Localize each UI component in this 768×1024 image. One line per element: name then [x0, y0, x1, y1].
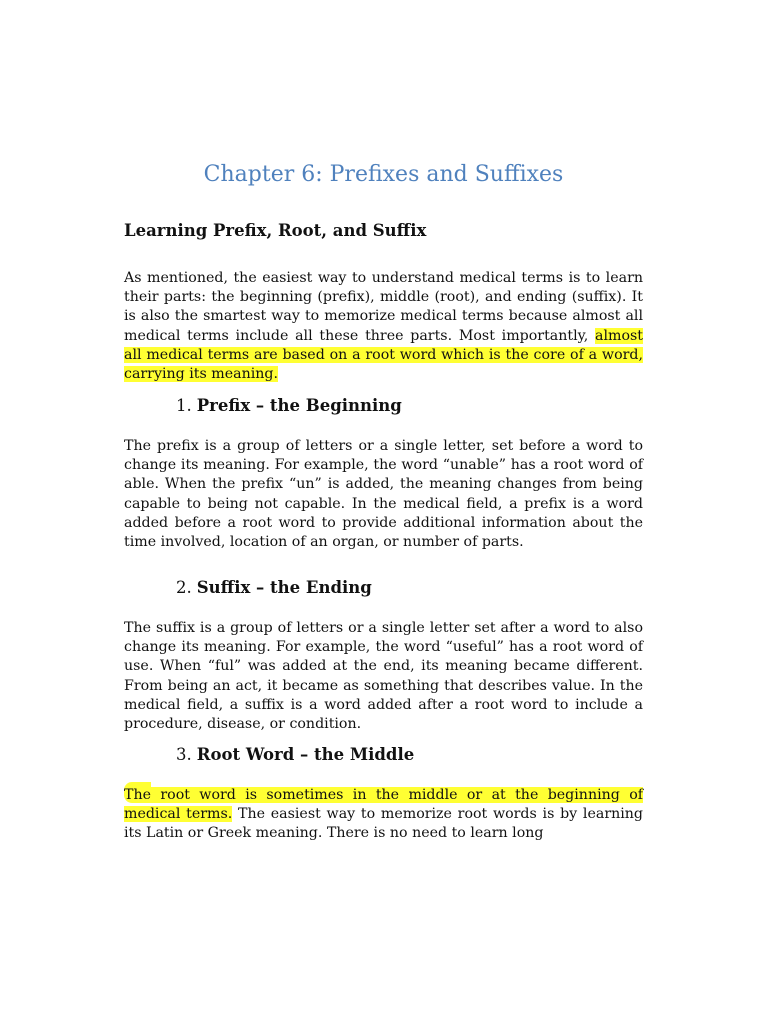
- item-label: Suffix – the Ending: [196, 578, 372, 597]
- intro-paragraph: [124, 269, 643, 384]
- root-plain-text: The easiest way to memorize root words is by learning its Latin or Greek meaning. There is no need to learn long: [124, 806, 644, 842]
- item-heading-suffix: [176, 578, 372, 597]
- suffix-paragraph: The suffix is a group of letters or a single letter set after a word to also change its meaning. For example, the word “useful” has a root word of use. When “ful” was added at the end, its meaning became different. From being an act, it became as something that describes value. In the medical field, a suffix is a word added after a root word to include a procedure, disease, or condition.: [124, 620, 643, 733]
- root-word-paragraph: [124, 786, 643, 844]
- item-heading-prefix: [176, 396, 402, 415]
- chapter-title: Chapter 6: Prefixes and Suffixes: [203, 162, 564, 187]
- item-number: 1.: [176, 396, 192, 415]
- intro-text: As mentioned, the easiest way to understand medical terms is to learn their parts: the beginning (prefix), middle (root), and ending (suffix). It is also the smartest way to memorize medical terms because almost all medical terms include all these three parts. Most importantly,: [124, 270, 643, 344]
- prefix-paragraph: The prefix is a group of letters or a single letter, set before a word to change its meaning. For example, the word “unable” has a root word of able. When the prefix “un” is added, the meaning changes from being capable to being not capable. In the medical field, a prefix is a word added before a root word to provide additional information about the time involved, location of an organ, or number of parts.: [124, 438, 643, 551]
- item-heading-root-word: [176, 745, 414, 764]
- intro-highlighted-text: almost all medical terms are based on a root word which is the core of a word, carrying its meaning.: [124, 327, 643, 383]
- root-highlighted-text: root word is sometimes in the middle or at the beginning of medical terms.: [124, 787, 643, 823]
- item-label: Root Word – the Middle: [196, 745, 415, 764]
- root-highlight-start: The: [124, 782, 151, 803]
- item-number: 2.: [176, 578, 192, 597]
- item-label: Prefix – the Beginning: [196, 396, 402, 415]
- section-heading: Learning Prefix, Root, and Suffix: [124, 221, 427, 240]
- item-number: 3.: [176, 745, 192, 764]
